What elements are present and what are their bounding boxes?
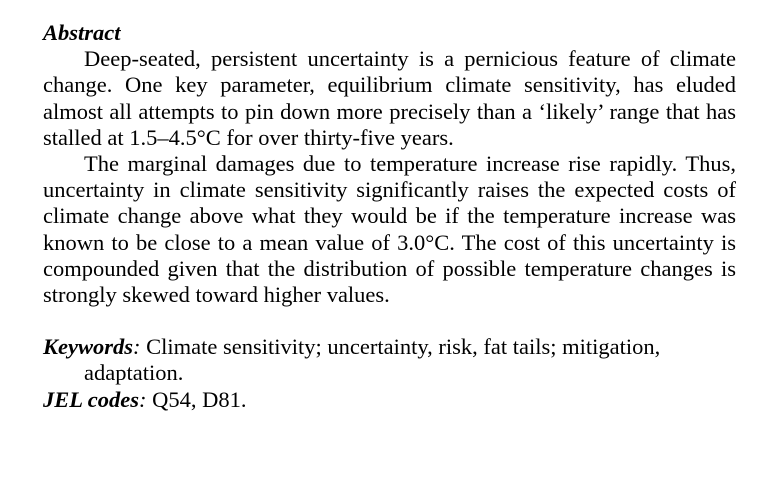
section-spacer bbox=[43, 308, 736, 334]
paper-abstract-section bbox=[43, 20, 736, 413]
abstract-heading: Abstract bbox=[43, 20, 121, 45]
abstract-paragraph-2: The marginal damages due to temperature increase rise rapidly. Thus, uncertainty in climate sensitivity significantly raises the expected costs of climate change above what they would be if the temperature increase was known to be close to a mean value of 3.0°C. The cost of this uncertainty is compounded given that the distribution of possible temperature changes is strongly skewed toward higher values. bbox=[43, 151, 736, 308]
keywords-text: Climate sensitivity; uncertainty, risk, fat tails; mitigation, adaptation. bbox=[84, 334, 661, 386]
abstract-paragraph-1: Deep-seated, persistent uncertainty is a pernicious feature of climate change. One key parameter, equilibrium climate sensitivity, has eluded almost all attempts to pin down more precisely than a ‘likely’ range that has stalled at 1.5–4.5°C for over thirty-five years. bbox=[43, 46, 736, 150]
keywords-separator: : bbox=[133, 334, 141, 360]
keywords-label: Keywords bbox=[43, 334, 133, 360]
keywords-line bbox=[43, 334, 736, 386]
jel-codes-label: JEL codes bbox=[43, 386, 140, 412]
jel-codes-line bbox=[43, 387, 736, 413]
jel-codes-separator: : bbox=[139, 386, 147, 412]
jel-codes-text: Q54, D81. bbox=[152, 386, 247, 412]
